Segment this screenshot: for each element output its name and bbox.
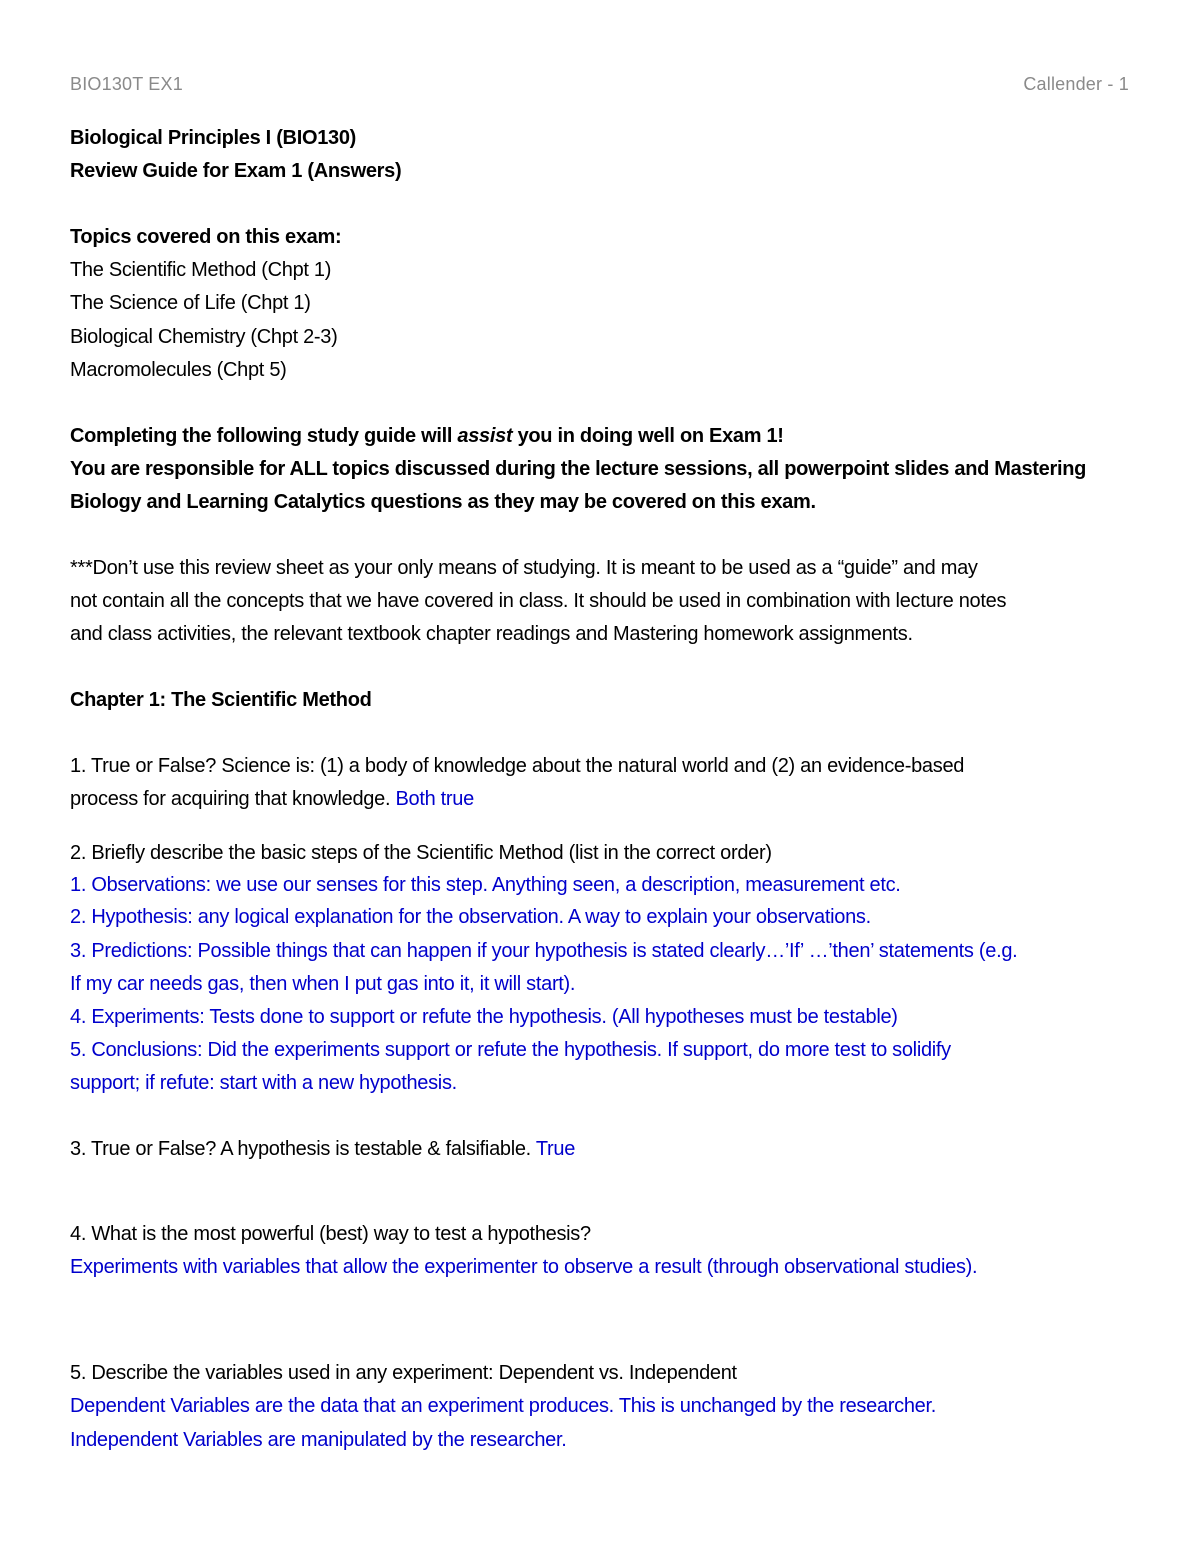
q5-answer-dependent: Dependent Variables are the data that an experiment produces. This is unchanged by the researcher. bbox=[70, 1395, 936, 1417]
q4-answer: Experiments with variables that allow the experimenter to observe a result (through observational studies). bbox=[70, 1256, 978, 1278]
course-title: Biological Principles I (BIO130) bbox=[70, 127, 357, 149]
intro-line-1-pre: Completing the following study guide will bbox=[70, 425, 458, 447]
q4-question: 4. What is the most powerful (best) way to test a hypothesis? bbox=[70, 1223, 591, 1245]
q2-question: 2. Briefly describe the basic steps of the Scientific Method (list in the correct order) bbox=[70, 842, 772, 864]
topic-item: Biological Chemistry (Chpt 2-3) bbox=[70, 326, 338, 348]
q5-answer-independent: Independent Variables are manipulated by the researcher. bbox=[70, 1429, 567, 1451]
note-line-1: ***Don’t use this review sheet as your only means of studying. It is meant to be used as a “guide” and may bbox=[70, 557, 978, 579]
q5-question: 5. Describe the variables used in any experiment: Dependent vs. Independent bbox=[70, 1362, 737, 1384]
q2-answer-step-4: 4. Experiments: Tests done to support or refute the hypothesis. (All hypotheses must be testable) bbox=[70, 1006, 898, 1028]
q2-answer-step-5-line-2: support; if refute: start with a new hypothesis. bbox=[70, 1072, 457, 1094]
running-header-left: BIO130T EX1 bbox=[70, 74, 183, 94]
chapter-heading: Chapter 1: The Scientific Method bbox=[70, 689, 372, 711]
intro-line-1-emphasis: assist bbox=[457, 425, 513, 447]
q1-line-1: 1. True or False? Science is: (1) a body of knowledge about the natural world and (2) an evidence-based bbox=[70, 755, 965, 777]
note-line-2: not contain all the concepts that we have covered in class. It should be used in combination with lecture notes bbox=[70, 590, 1007, 612]
q2-answer-step-3-line-2: If my car needs gas, then when I put gas into it, it will start). bbox=[70, 973, 576, 995]
topic-item: The Scientific Method (Chpt 1) bbox=[70, 259, 332, 281]
topic-item: The Science of Life (Chpt 1) bbox=[70, 292, 311, 314]
q3-question: 3. True or False? A hypothesis is testable & falsifiable. bbox=[70, 1138, 536, 1160]
q3-line bbox=[70, 1136, 1135, 1162]
q1-line-2 bbox=[70, 786, 1135, 812]
q1-answer: Both true bbox=[395, 788, 474, 810]
q2-answer-step-2: 2. Hypothesis: any logical explanation for the observation. A way to explain your observations. bbox=[70, 906, 871, 928]
note-line-3: and class activities, the relevant textbook chapter readings and Mastering homework assignments. bbox=[70, 623, 913, 645]
q2-answer-step-1: 1. Observations: we use our senses for this step. Anything seen, a description, measurement etc. bbox=[70, 874, 901, 896]
intro-line-3: Biology and Learning Catalytics questions as they may be covered on this exam. bbox=[70, 491, 816, 513]
intro-line-1-post: you in doing well on Exam 1! bbox=[512, 425, 784, 447]
q3-answer: True bbox=[535, 1138, 576, 1160]
q2-answer-step-3-line-1: 3. Predictions: Possible things that can happen if your hypothesis is stated clearly…’If’ …’then’ statements (e.g. bbox=[70, 940, 1018, 962]
running-header-right: Callender - 1 bbox=[1023, 74, 1129, 94]
q1-line-2-text: process for acquiring that knowledge. bbox=[70, 788, 396, 810]
guide-title: Review Guide for Exam 1 (Answers) bbox=[70, 160, 402, 182]
intro-line-2: You are responsible for ALL topics discussed during the lecture sessions, all powerpoint slides and Mastering bbox=[70, 458, 1087, 480]
topic-item: Macromolecules (Chpt 5) bbox=[70, 359, 287, 381]
intro-line-1 bbox=[70, 423, 1135, 449]
topics-heading: Topics covered on this exam: bbox=[70, 226, 342, 248]
q2-answer-step-5-line-1: 5. Conclusions: Did the experiments support or refute the hypothesis. If support, do more test to solidify bbox=[70, 1039, 951, 1061]
